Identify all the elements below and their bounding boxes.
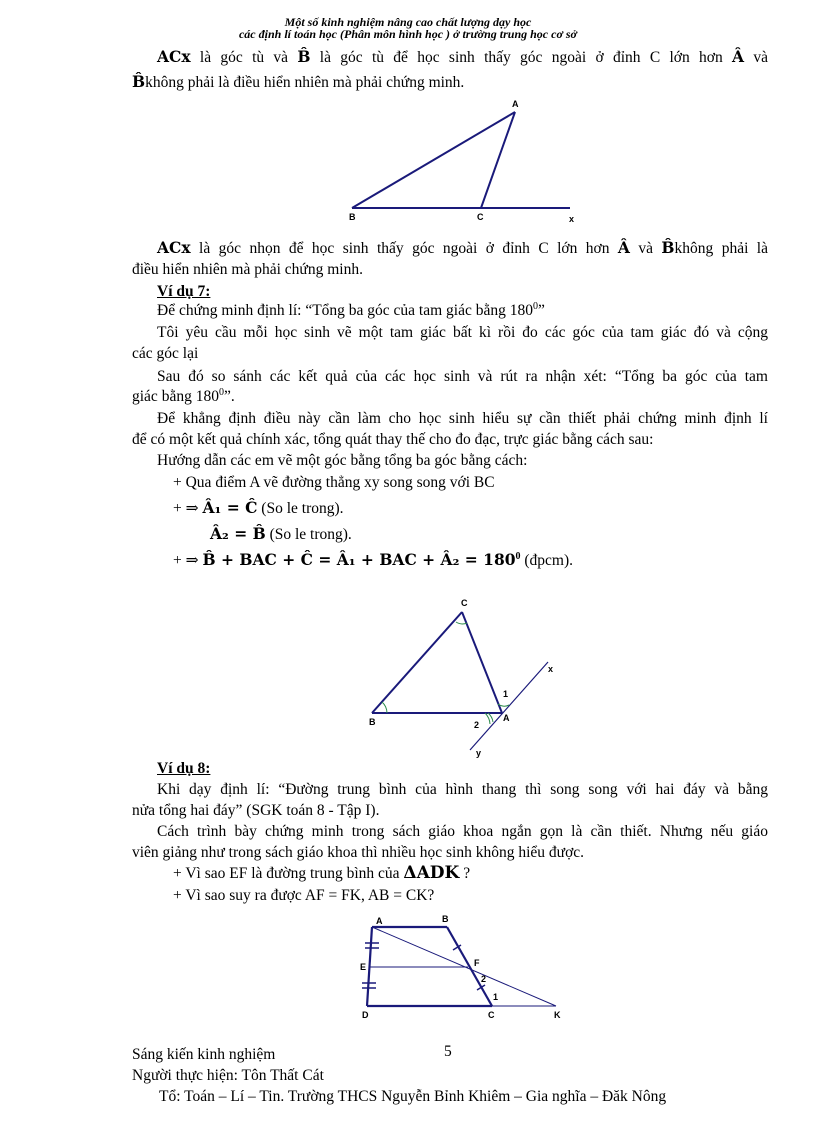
- text: là góc nhọn để học sinh thấy góc ngoài ở đỉnh C lớn hơn: [190, 240, 618, 257]
- title: Ví dụ 7:: [157, 283, 211, 300]
- label-c: C: [488, 1010, 495, 1020]
- text: là góc tù và: [190, 49, 298, 66]
- text: ?: [459, 865, 471, 882]
- text: là góc tù để học sinh thấy góc ngoài ở đỉnh C lớn hơn: [310, 49, 733, 66]
- text: giác bằng 180: [132, 388, 219, 405]
- degree: 0: [218, 386, 224, 398]
- triangle-adk: ΔADK: [403, 863, 460, 883]
- degree: 0: [533, 300, 538, 312]
- example-7-p3-line-1: Sau đó so sánh các kết quả của các học sinh và rút ra nhận xét: “Tổng ba góc của tam: [157, 368, 768, 385]
- label-a: A: [376, 916, 383, 926]
- label-f: F: [474, 958, 480, 968]
- degree: 0: [515, 550, 521, 562]
- label-y: y: [476, 748, 482, 758]
- page-number: 5: [444, 1043, 452, 1060]
- label-1: 1: [493, 992, 499, 1002]
- text: và: [629, 240, 662, 257]
- label-1: 1: [503, 689, 509, 699]
- formula: Â₂ = B̂: [210, 524, 266, 543]
- label-b: B: [349, 212, 356, 222]
- question-2: + Vì sao suy ra được AF = FK, AB = CK?: [173, 887, 435, 904]
- label-x: x: [569, 214, 575, 224]
- note: (So le trong).: [257, 500, 344, 517]
- running-header-line-1: Một số kinh nghiệm nâng cao chất lượng dạy học: [284, 15, 532, 29]
- text: và: [744, 49, 768, 66]
- running-header-line-2: các định lí toán học (Phân môn hình học ) ở trường trung học cơ sở: [238, 27, 577, 41]
- footer-author: Người thực hiện: Tôn Thất Cát: [132, 1067, 324, 1084]
- angle-a: Â: [732, 47, 745, 66]
- footer-school: Tổ: Toán – Lí – Tin. Trường THCS Nguyễn Bỉnh Khiêm – Gia nghĩa – Đăk Nông: [159, 1088, 667, 1105]
- note: (đpcm).: [520, 552, 574, 569]
- label-a: A: [503, 713, 510, 723]
- angle-acx: ACx: [157, 238, 191, 257]
- step-1: + Qua điểm A vẽ đường thẳng xy song song với BC: [173, 474, 495, 491]
- text: Để chứng minh định lí: “Tổng ba góc của tam giác bằng 180: [157, 302, 533, 319]
- label-x: x: [548, 664, 554, 674]
- example-8-p1-line-1: Khi dạy định lí: “Đường trung bình của hình thang thì song song với hai đáy và bằng: [157, 781, 768, 798]
- example-7-p4-line-1: Để khẳng định điều này cần làm cho học sinh hiểu sự cần thiết phải chứng minh định lí: [157, 410, 768, 427]
- footer-title: Sáng kiến kinh nghiệm: [132, 1046, 276, 1063]
- text: không phải là điều hiển nhiên mà phải chứng minh.: [145, 74, 465, 91]
- label-d: D: [362, 1010, 369, 1020]
- formula: Â₁ = Ĉ: [202, 498, 258, 517]
- label-e: E: [360, 962, 367, 972]
- example-7-p2-line-2: các góc lại: [132, 345, 199, 362]
- angle-a: Â: [617, 238, 630, 257]
- angle-b: B̂: [132, 72, 146, 91]
- note: (So le trong).: [265, 526, 352, 543]
- text: ”.: [223, 388, 235, 405]
- label-2: 2: [481, 974, 487, 984]
- label-c: C: [461, 598, 468, 608]
- label-c: C: [477, 212, 484, 222]
- text: không phải là: [674, 240, 768, 257]
- example-8-p2-line-2: viên giảng như trong sách giáo khoa thì nhiều học sinh không hiểu được.: [132, 844, 585, 861]
- implies: + ⇒: [173, 500, 203, 517]
- example-7-p2-line-1: Tôi yêu cầu mỗi học sinh vẽ một tam giác bất kì rồi đo các góc của tam giác đó và cộng: [157, 324, 768, 341]
- paragraph-acute-line-2: điều hiển nhiên mà phải chứng minh.: [132, 261, 363, 278]
- example-8-p2-line-1: Cách trình bày chứng minh trong sách giáo khoa ngắn gọn là cần thiết. Nhưng nếu giáo: [157, 823, 768, 840]
- label-b: B: [442, 914, 449, 924]
- implies: + ⇒: [173, 552, 203, 569]
- text: ”: [538, 302, 545, 319]
- label-a: A: [512, 99, 519, 109]
- example-8-p1-line-2: nửa tổng hai đáy” (SGK toán 8 - Tập I).: [132, 802, 380, 819]
- example-7-p4-line-2: để có một kết quả chính xác, tổng quát thay thế cho đo đạc, trực giác bằng cách sau:: [132, 431, 654, 448]
- angle-acx: ACx: [157, 47, 191, 66]
- formula: B̂ + BAC + Ĉ = Â₁ + BAC + Â₂ = 180: [202, 550, 516, 569]
- angle-b: B̂: [661, 238, 675, 257]
- title: Ví dụ 8:: [157, 760, 211, 777]
- label-k: K: [554, 1010, 561, 1020]
- label-b: B: [369, 717, 376, 727]
- angle-b: B̂: [297, 47, 311, 66]
- text: + Vì sao EF là đường trung bình của: [173, 865, 404, 882]
- example-7-p5: Hướng dẫn các em vẽ một góc bằng tổng ba góc bằng cách:: [157, 452, 528, 469]
- label-2: 2: [474, 720, 480, 730]
